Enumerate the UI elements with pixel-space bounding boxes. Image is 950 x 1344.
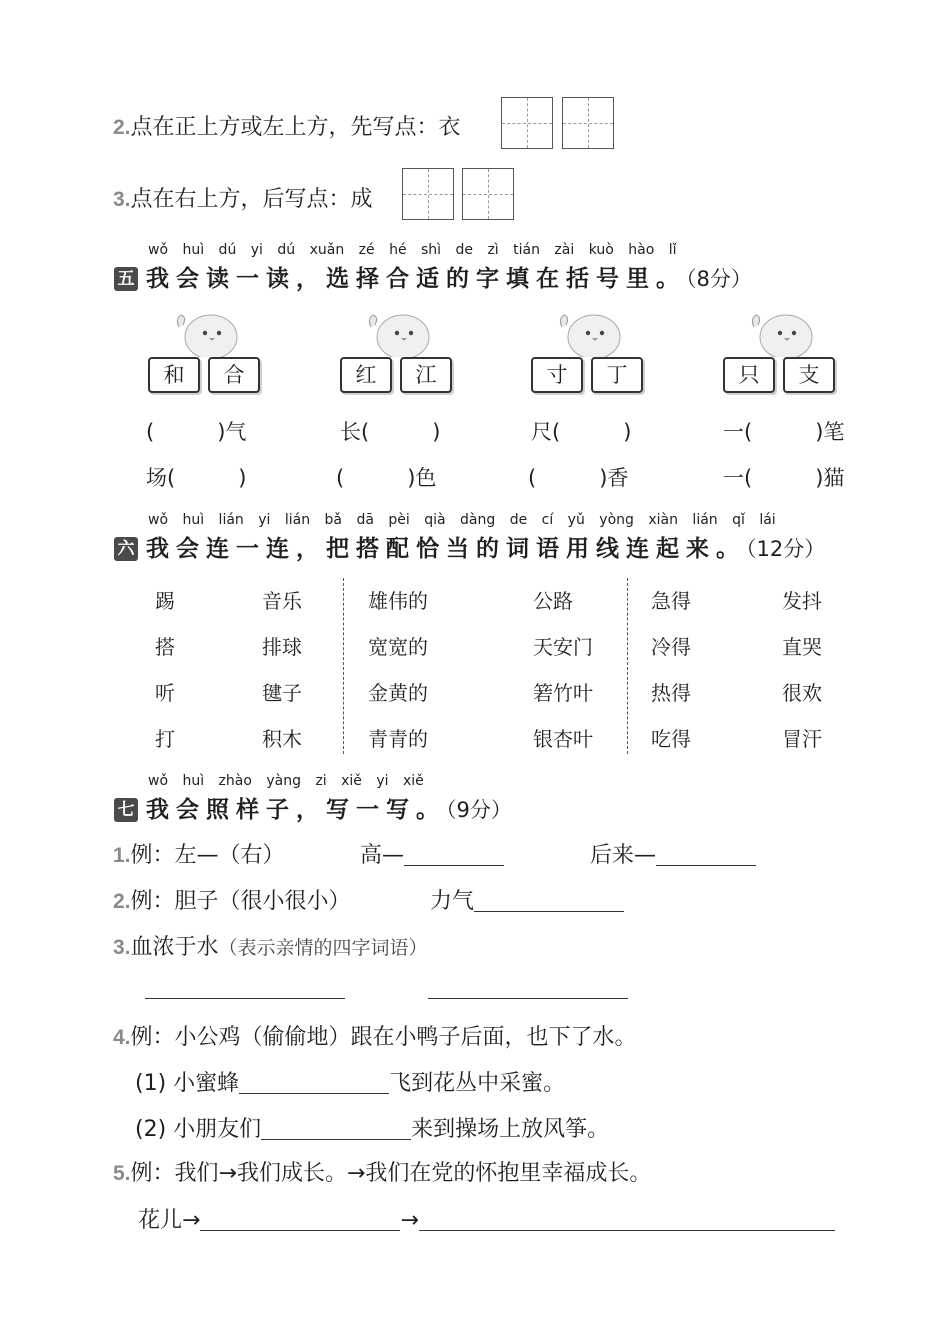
answer-blank[interactable] [261,1117,411,1140]
section-points: （8分） [686,267,752,291]
choice-char: 只 [723,357,775,393]
match-word[interactable]: 踢 [155,589,175,613]
example-text: 例：小公鸡（偷偷地）跟在小鸭子后面，也下了水。 [130,1025,637,1050]
question-number: 5. [113,1162,131,1185]
choice-char: 江 [400,357,452,393]
match-word[interactable]: 直哭 [782,635,822,659]
match-word[interactable]: 发抖 [782,589,822,613]
match-word[interactable]: 热得 [651,681,691,705]
answer-prompt: 力气 [430,889,475,914]
match-word[interactable]: 打 [155,727,175,751]
choice-char: 支 [783,357,835,393]
section-number-badge: 五 [114,267,138,291]
match-word[interactable]: 听 [155,681,175,705]
match-word[interactable]: 箬竹叶 [533,681,593,705]
question-number: 3. [113,188,131,211]
answer-blank[interactable] [419,1208,835,1231]
section-heading: 我会读一读，选择合适的字填在括号里。 [146,266,686,292]
writing-grid-box[interactable] [562,97,614,149]
fill-blank[interactable]: 一( )猫 [723,466,845,490]
match-word[interactable]: 青青的 [368,727,428,751]
fill-blank[interactable]: ( )色 [336,466,437,490]
choice-char: 合 [208,357,260,393]
section-heading: 我会连一连，把搭配恰当的词语用线连起来。 [146,536,746,562]
answer-blank[interactable] [474,889,624,912]
answer-blank[interactable] [656,843,756,866]
choice-char: 寸 [531,357,583,393]
question-text: 点在右上方，后写点：成 [130,187,373,212]
question-number: 3. [113,936,131,959]
answer-blank[interactable] [200,1208,400,1231]
match-word[interactable]: 毽子 [262,681,302,705]
section-heading: 我会照样子，写一写。 [146,797,446,823]
question-number: 2. [113,116,131,139]
answer-blank[interactable] [404,843,504,866]
question-number: 1. [113,844,131,867]
sub-question-start: (2) 小朋友们 [135,1117,262,1142]
sub-question-end: 飞到花丛中采蜜。 [389,1071,566,1096]
chick-icon [357,305,437,357]
question-text: 血浓于水 [130,935,219,960]
example-text: 例：胆子（很小很小） [130,889,351,914]
match-word[interactable]: 很欢 [782,681,822,705]
question-2b [113,884,351,915]
question-4 [113,1020,637,1051]
question-2 [113,110,461,141]
answer-prompt: 花儿→ [138,1208,201,1233]
match-word[interactable]: 雄伟的 [368,589,428,613]
fill-blank[interactable]: 场( ) [146,466,247,490]
arrow-text: → [400,1208,419,1233]
sub-question [135,1112,609,1143]
section-title-7 [114,791,512,824]
fill-blank[interactable]: 尺( ) [531,420,632,444]
match-word[interactable]: 吃得 [651,727,691,751]
match-word[interactable]: 排球 [262,635,302,659]
section-pinyin: wǒ huì lián yi lián bǎ dā pèi qià dàng de cí yǔ yòng xiàn lián qǐ lái [148,512,776,528]
chick-icon [165,305,245,357]
sub-question-start: (1) 小蜜蜂 [135,1071,240,1096]
question-1 [113,838,285,869]
question-3 [113,182,373,213]
fill-blank[interactable]: ( )气 [146,420,247,444]
answer-line[interactable] [428,998,628,999]
answer-line[interactable] [145,998,345,999]
column-divider [343,578,344,754]
section-pinyin: wǒ huì zhào yàng zi xiě yi xiě [148,773,424,789]
section-points: （9分） [446,798,512,822]
writing-grid-box[interactable] [501,97,553,149]
section-number-badge: 七 [114,798,138,822]
answer-item [360,838,504,869]
match-word[interactable]: 冒汗 [782,727,822,751]
question-3b [113,930,428,961]
answer-item [430,884,624,915]
fill-blank[interactable]: 一( )笔 [723,420,845,444]
answer-prompt: 后来— [590,843,657,868]
match-word[interactable]: 银杏叶 [533,727,593,751]
choice-char: 红 [340,357,392,393]
column-divider [627,578,628,754]
answer-item [590,838,756,869]
match-word[interactable]: 音乐 [262,589,302,613]
question-5 [113,1156,651,1187]
section-points: （12分） [746,537,826,561]
match-word[interactable]: 天安门 [533,635,593,659]
sub-question [138,1203,835,1234]
section-pinyin: wǒ huì dú yi dú xuǎn zé hé shì de zì tián zài kuò hào lǐ [148,242,677,258]
match-word[interactable]: 宽宽的 [368,635,428,659]
example-text: 例：左—（右） [130,843,285,868]
example-text: 例：我们→我们成长。→我们在党的怀抱里幸福成长。 [130,1161,652,1186]
section-number-badge: 六 [114,537,138,561]
answer-prompt: 高— [360,843,405,868]
choice-char: 和 [148,357,200,393]
match-word[interactable]: 搭 [155,635,175,659]
question-number: 2. [113,890,131,913]
section-title-6 [114,530,825,563]
match-word[interactable]: 急得 [651,589,691,613]
question-text: 点在正上方或左上方，先写点：衣 [130,115,461,140]
fill-blank[interactable]: ( )香 [528,466,629,490]
section-title-5 [114,260,752,293]
answer-blank[interactable] [239,1071,389,1094]
match-word[interactable]: 金黄的 [368,681,428,705]
match-word[interactable]: 积木 [262,727,302,751]
question-number: 4. [113,1026,131,1049]
chick-icon [548,305,628,357]
question-hint: （表示亲情的四字词语） [218,937,428,959]
chick-icon [740,305,820,357]
writing-grid-box[interactable] [402,168,454,220]
writing-grid-box[interactable] [462,168,514,220]
match-word[interactable]: 公路 [533,589,573,613]
sub-question-end: 来到操场上放风筝。 [411,1117,610,1142]
sub-question [135,1066,565,1097]
choice-char: 丁 [591,357,643,393]
match-word[interactable]: 冷得 [651,635,691,659]
fill-blank[interactable]: 长( ) [340,420,441,444]
